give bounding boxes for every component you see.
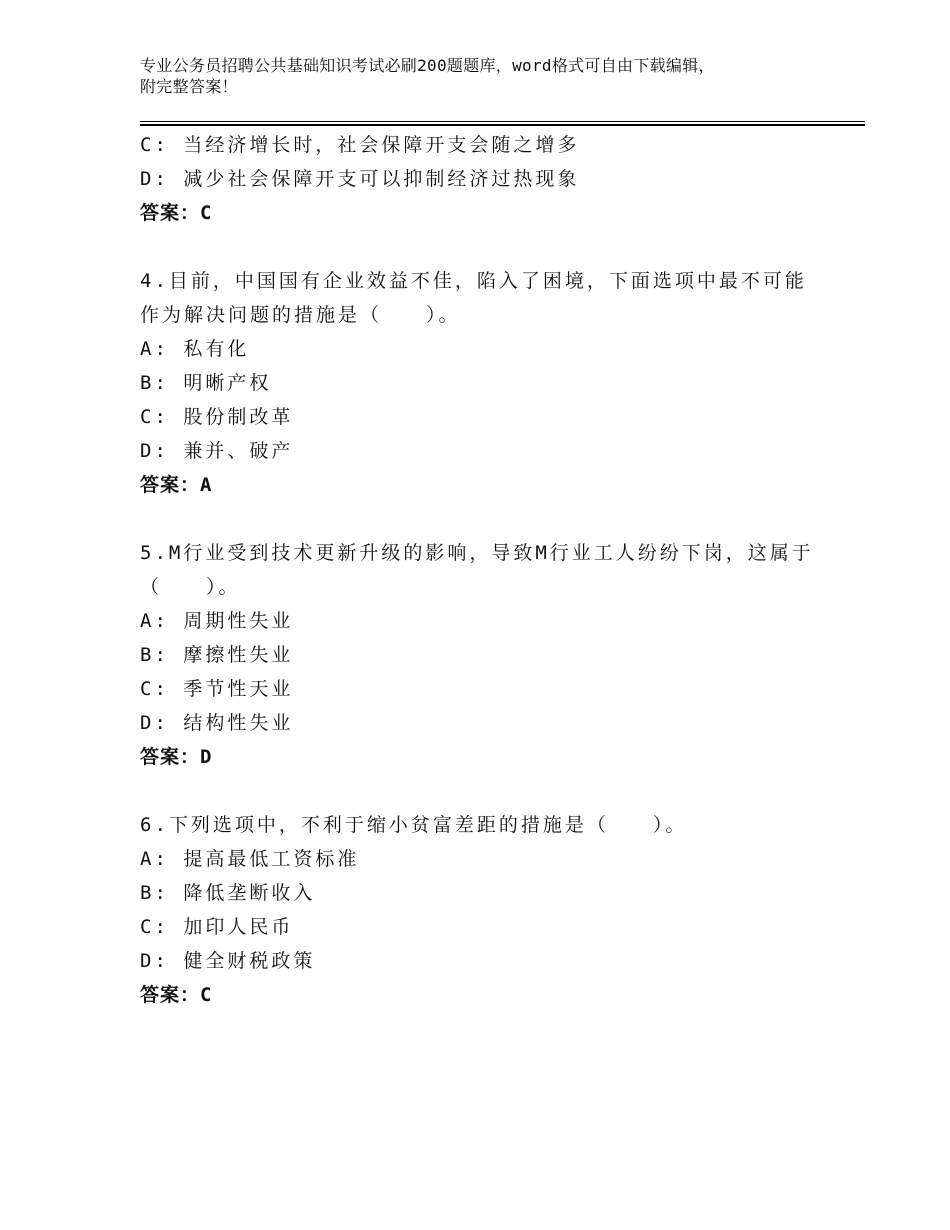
continued-question (140, 128, 820, 230)
question-5 (140, 536, 820, 774)
header-line-2: 附完整答案！ (140, 77, 238, 96)
option-d: D: 减少社会保障开支可以抑制经济过热现象 (140, 168, 580, 190)
header-divider-thick (140, 124, 865, 126)
option-a: A: 私有化 (140, 338, 250, 360)
header-line-1: 专业公务员招聘公共基础知识考试必刷200题题库，word格式可自由下载编辑， (140, 56, 715, 75)
page-header (140, 55, 810, 97)
option-a: A: 周期性失业 (140, 610, 294, 632)
question-stem-continued: （ ）。 (140, 576, 241, 598)
question-stem: 6.下列选项中，不利于缩小贫富差距的措施是（ ）。 (140, 814, 688, 836)
option-c: C: 当经济增长时，社会保障开支会随之增多 (140, 134, 580, 156)
option-b: B: 摩擦性失业 (140, 644, 294, 666)
header-divider-thin (140, 121, 865, 122)
option-c: C: 加印人民币 (140, 916, 294, 938)
question-6 (140, 808, 820, 1012)
answer-line: 答案：C (140, 984, 213, 1006)
option-d: D: 结构性失业 (140, 712, 294, 734)
question-stem-continued: 作为解决问题的措施是（ ）。 (140, 304, 461, 326)
option-d: D: 健全财税政策 (140, 950, 316, 972)
question-stem: 4.目前，中国国有企业效益不佳，陷入了困境，下面选项中最不可能 (140, 270, 807, 292)
question-content (140, 128, 820, 1012)
option-c: C: 股份制改革 (140, 406, 294, 428)
answer-line: 答案：A (140, 474, 213, 496)
option-a: A: 提高最低工资标准 (140, 848, 360, 870)
option-b: B: 降低垄断收入 (140, 882, 316, 904)
answer-line: 答案：C (140, 202, 213, 224)
option-c: C: 季节性天业 (140, 678, 294, 700)
option-d: D: 兼并、破产 (140, 440, 294, 462)
question-stem: 5.M行业受到技术更新升级的影响，导致M行业工人纷纷下岗，这属于 (140, 542, 814, 564)
option-b: B: 明晰产权 (140, 372, 272, 394)
answer-line: 答案：D (140, 746, 213, 768)
question-4 (140, 264, 820, 502)
